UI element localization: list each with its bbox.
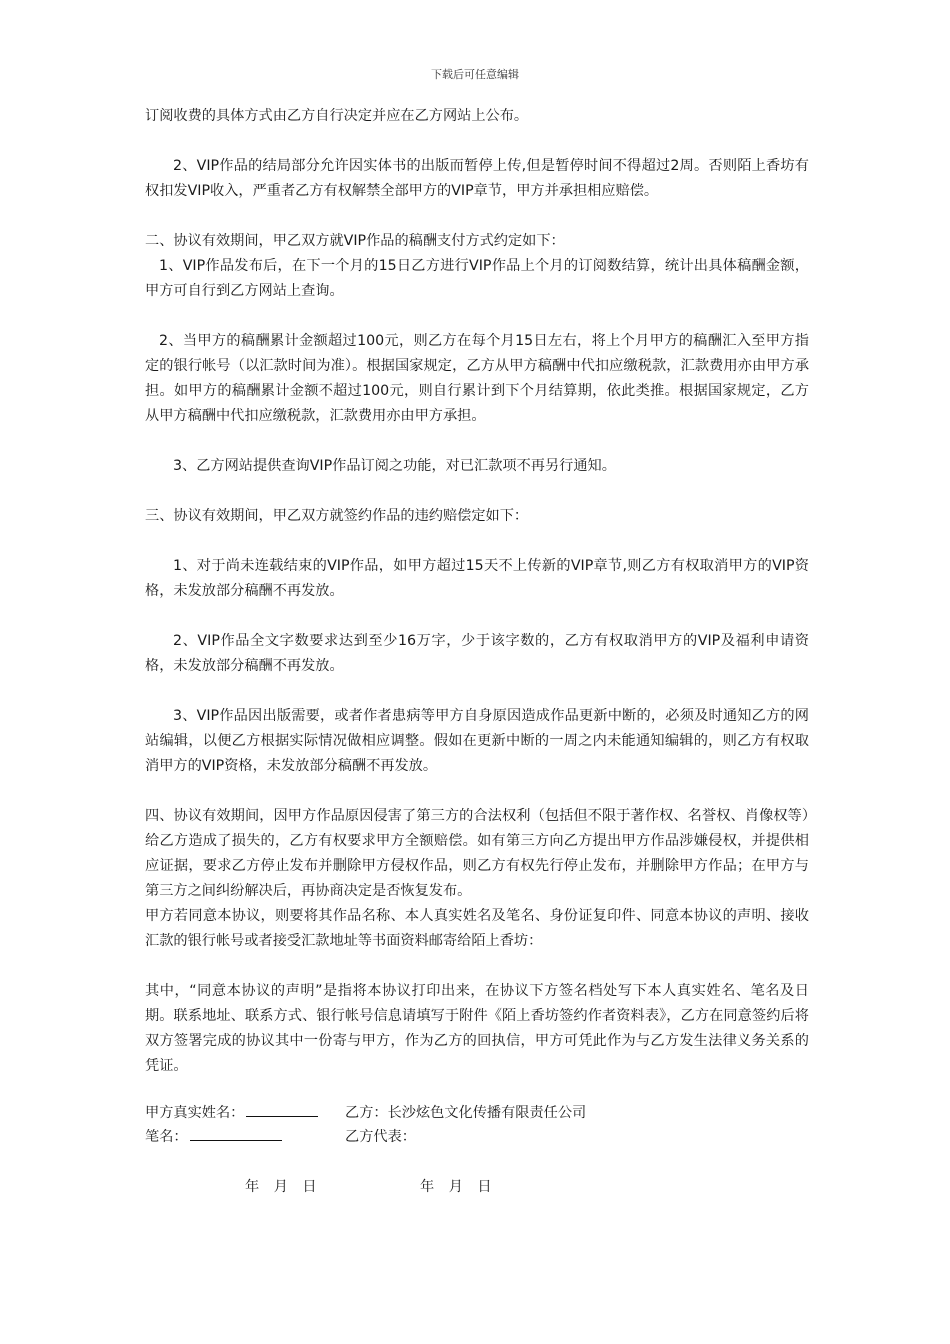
signature-row-2 [145, 1124, 586, 1148]
party-b-label: 乙方：长沙炫色文化传播有限责任公司 [345, 1105, 587, 1121]
pen-name-blank[interactable] [190, 1124, 282, 1141]
party-a-name-blank[interactable] [246, 1100, 318, 1117]
section-heading-3: 三、协议有效期间，甲乙双方就签约作品的违约赔偿定如下： [145, 508, 529, 524]
party-b-rep-label: 乙方代表： [345, 1129, 416, 1145]
paragraph-vip-ending: 2、VIP作品的结局部分允许因实体书的出版而暂停上传,但是暂停时间不得超过2周。否则陌上香坊有权扣发VIP收入，严重者乙方有权解禁全部甲方的VIP章节，甲方并承担相应赔偿。 [145, 158, 809, 199]
signature-row-1 [145, 1100, 586, 1124]
paragraph-subscription-fee: 订阅收费的具体方式由乙方自行决定并应在乙方网站上公布。 [145, 108, 529, 124]
paragraph-breach-3: 3、VIP作品因出版需要，或者作者患病等甲方自身原因造成作品更新中断的，必须及时通知乙方的网站编辑，以便乙方根据实际情况做相应调整。假如在更新中断的一周之内未能通知编辑的，则乙方有权取消甲方的VIP资格，未发放部分稿酬不再发放。 [145, 708, 809, 774]
paragraph-remittance: 2、当甲方的稿酬累计金额超过100元，则乙方在每个月15日左右，将上个月甲方的稿酬汇入至甲方指定的银行帐号（以汇款时间为准）。根据国家规定，乙方从甲方稿酬中代扣应缴税款，汇款费用亦由甲方承担。如甲方的稿酬累计金额不超过100元，则自行累计到下个月结算期，依此类推。根据国家规定，乙方从甲方稿酬中代扣应缴税款，汇款费用亦由甲方承担。 [145, 333, 809, 424]
paragraph-declaration: 其中，“同意本协议的声明”是指将本协议打印出来，在协议下方签名档处写下本人真实姓名、笔名及日期。联系地址、联系方式、银行帐号信息请填写于附件《陌上香坊签约作者资料表》，乙方在同意签约后将双方签署完成的协议其中一份寄与甲方，作为乙方的回执信，甲方可凭此作为与乙方发生法律义务关系的凭证。 [145, 983, 809, 1074]
paragraph-breach-2: 2、VIP作品全文字数要求达到至少16万字，少于该字数的，乙方有权取消甲方的VIP及福利申请资格，未发放部分稿酬不再发放。 [145, 633, 809, 674]
pen-name-field [145, 1124, 345, 1148]
paragraph-breach-1: 1、对于尚未连载结束的VIP作品，如甲方超过15天不上传新的VIP章节,则乙方有权取消甲方的VIP资格，未发放部分稿酬不再发放。 [145, 558, 809, 599]
section-heading-2: 二、协议有效期间，甲乙双方就VIP作品的稿酬支付方式约定如下： [145, 233, 565, 249]
paragraph-query-function: 3、乙方网站提供查询VIP作品订阅之功能，对已汇款项不再另行通知。 [173, 458, 616, 474]
paragraph-settlement: 1、VIP作品发布后，在下一个月的15日乙方进行VIP作品上个月的订阅数结算，统计出具体稿酬金额，甲方可自行到乙方网站上查询。 [145, 258, 809, 299]
signature-block [145, 1100, 586, 1148]
page-header: 下载后可任意编辑 [431, 68, 519, 81]
document-body [145, 104, 809, 1079]
paragraph-mailing-materials: 甲方若同意本协议，则要将其作品名称、本人真实姓名及笔名、身份证复印件、同意本协议的声明、接收汇款的银行帐号或者接受汇款地址等书面资料邮寄给陌上香坊： [145, 908, 809, 949]
pen-name-label: 笔名： [145, 1129, 188, 1145]
party-a-name-label: 甲方真实姓名： [145, 1105, 245, 1121]
party-a-name-field [145, 1100, 345, 1124]
date-party-b: 年 月 日 [420, 1179, 497, 1195]
date-party-a: 年 月 日 [245, 1179, 322, 1195]
section-heading-4: 四、协议有效期间，因甲方作品原因侵害了第三方的合法权利（包括但不限于著作权、名誉权、肖像权等）给乙方造成了损失的，乙方有权要求甲方全额赔偿。如有第三方向乙方提出甲方作品涉嫌侵权，并提供相应证据，要求乙方停止发布并删除甲方侵权作品，则乙方有权先行停止发布，并删除甲方作品；在甲方与第三方之间纠纷解决后，再协商决定是否恢复发布。 [145, 808, 809, 899]
